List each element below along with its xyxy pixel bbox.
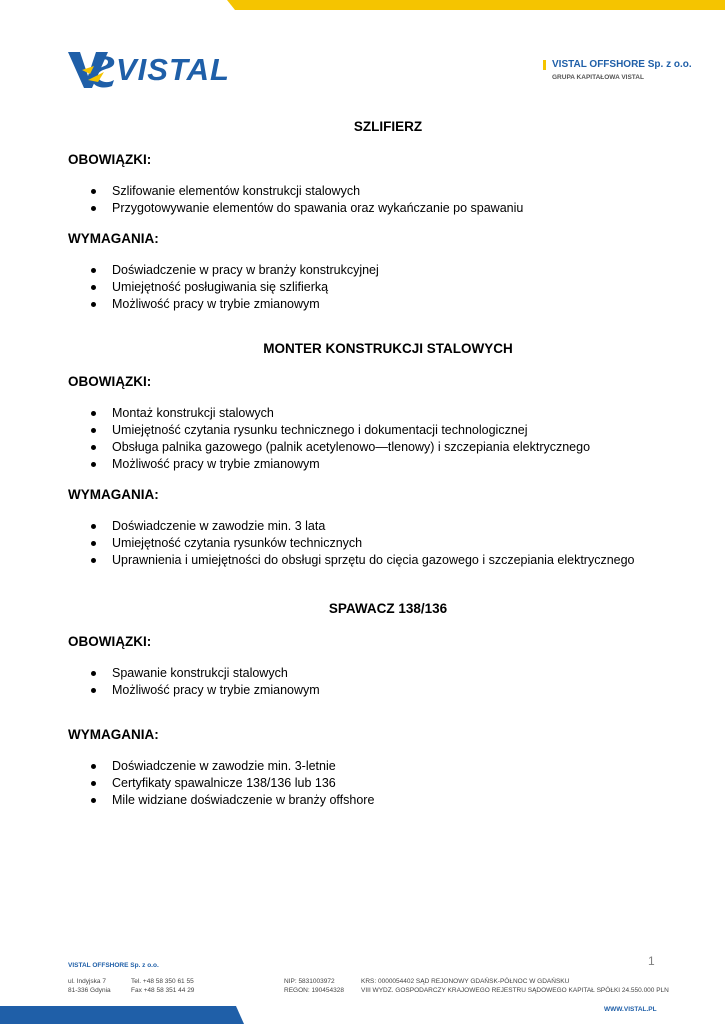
list-item: Doświadczenie w zawodzie min. 3 lata — [68, 518, 658, 535]
list-item: Szlifowanie elementów konstrukcji stalowych — [68, 183, 658, 200]
list-item: Mile widziane doświadczenie w branży offshore — [68, 792, 658, 809]
bullet-icon — [91, 558, 96, 563]
job-section — [68, 119, 658, 313]
footer-website: WWW.VISTAL.PL — [604, 1006, 657, 1013]
page-number: 1 — [648, 954, 655, 968]
list-item: Możliwość pracy w trybie zmianowym — [68, 682, 658, 699]
list-item: Przygotowywanie elementów do spawania oraz wykańczanie po spawaniu — [68, 200, 658, 217]
bullet-icon — [91, 781, 96, 786]
bullet-icon — [91, 764, 96, 769]
company-name: VISTAL OFFSHORE Sp. z o.o. — [552, 59, 692, 70]
group-name: GRUPA KAPITAŁOWA VISTAL — [552, 74, 644, 81]
job-section — [68, 341, 658, 569]
bullet-icon — [91, 798, 96, 803]
list-item: Obsługa palnika gazowego (palnik acetylenowo—tlenowy) i szczepiania elektrycznego — [68, 439, 658, 456]
bullet-icon — [91, 524, 96, 529]
duties-heading: OBOWIĄZKI: — [68, 634, 152, 649]
requirements-list — [68, 518, 658, 569]
document-body — [68, 119, 658, 809]
bullet-icon — [91, 189, 96, 194]
job-title: SPAWACZ 138/136 — [328, 601, 448, 616]
job-title: SZLIFIERZ — [353, 119, 423, 134]
job-title: MONTER KONSTRUKCJI STALOWYCH — [263, 341, 513, 356]
vistal-logo — [68, 50, 243, 90]
footer-contact: Tel. +48 58 350 61 55 Fax +48 58 351 44 29 — [131, 978, 195, 994]
bullet-icon — [91, 462, 96, 467]
duties-list — [68, 665, 658, 699]
list-item: Umiejętność czytania rysunków technicznych — [68, 535, 658, 552]
duties-list — [68, 405, 658, 473]
list-item: Umiejętność posługiwania się szlifierką — [68, 279, 658, 296]
bullet-icon — [91, 285, 96, 290]
list-item: Możliwość pracy w trybie zmianowym — [68, 456, 658, 473]
job-section — [68, 601, 658, 809]
footer-court-info: KRS: 0000054402 SĄD REJONOWY GDAŃSK-PÓŁNOC W GDAŃSKU VIII WYDZ. GOSPODARCZY KRAJOWEGO REJESTRU SĄDOWEGO KAPITAŁ SPÓŁKI 24.550.000 PLN — [361, 978, 669, 994]
bullet-icon — [91, 428, 96, 433]
list-item: Umiejętność czytania rysunku technicznego i dokumentacji technologicznej — [68, 422, 658, 439]
bullet-icon — [91, 206, 96, 211]
footer-accent-bar — [0, 1006, 236, 1024]
bullet-icon — [91, 671, 96, 676]
duties-list — [68, 183, 658, 217]
bullet-icon — [91, 445, 96, 450]
bullet-icon — [91, 688, 96, 693]
bullet-icon — [91, 541, 96, 546]
vistal-emblem-icon — [68, 50, 116, 90]
requirements-heading: WYMAGANIA: — [68, 487, 159, 502]
list-item: Certyfikaty spawalnicze 138/136 lub 136 — [68, 775, 658, 792]
bullet-icon — [91, 268, 96, 273]
duties-heading: OBOWIĄZKI: — [68, 152, 152, 167]
bullet-icon — [91, 411, 96, 416]
requirements-list — [68, 262, 658, 313]
footer-company-name: VISTAL OFFSHORE Sp. z o.o. — [68, 962, 159, 969]
bullet-icon — [91, 302, 96, 307]
company-accent-mark — [543, 60, 546, 70]
requirements-heading: WYMAGANIA: — [68, 231, 159, 246]
requirements-heading: WYMAGANIA: — [68, 727, 159, 742]
duties-heading: OBOWIĄZKI: — [68, 374, 152, 389]
logo-wordmark: VISTAL — [116, 52, 230, 87]
header-accent-bar — [235, 0, 725, 10]
list-item: Uprawnienia i umiejętności do obsługi sprzętu do cięcia gazowego i szczepiania elektrycznego — [68, 552, 658, 569]
requirements-list — [68, 758, 658, 809]
list-item: Doświadczenie w zawodzie min. 3-letnie — [68, 758, 658, 775]
footer-registry-ids: NIP: 5831003972 REGON: 190454328 — [284, 978, 344, 994]
footer-address: ul. Indyjska 7 81-336 Gdynia — [68, 978, 111, 994]
list-item: Możliwość pracy w trybie zmianowym — [68, 296, 658, 313]
list-item: Spawanie konstrukcji stalowych — [68, 665, 658, 682]
list-item: Doświadczenie w pracy w branży konstrukcyjnej — [68, 262, 658, 279]
list-item: Montaż konstrukcji stalowych — [68, 405, 658, 422]
